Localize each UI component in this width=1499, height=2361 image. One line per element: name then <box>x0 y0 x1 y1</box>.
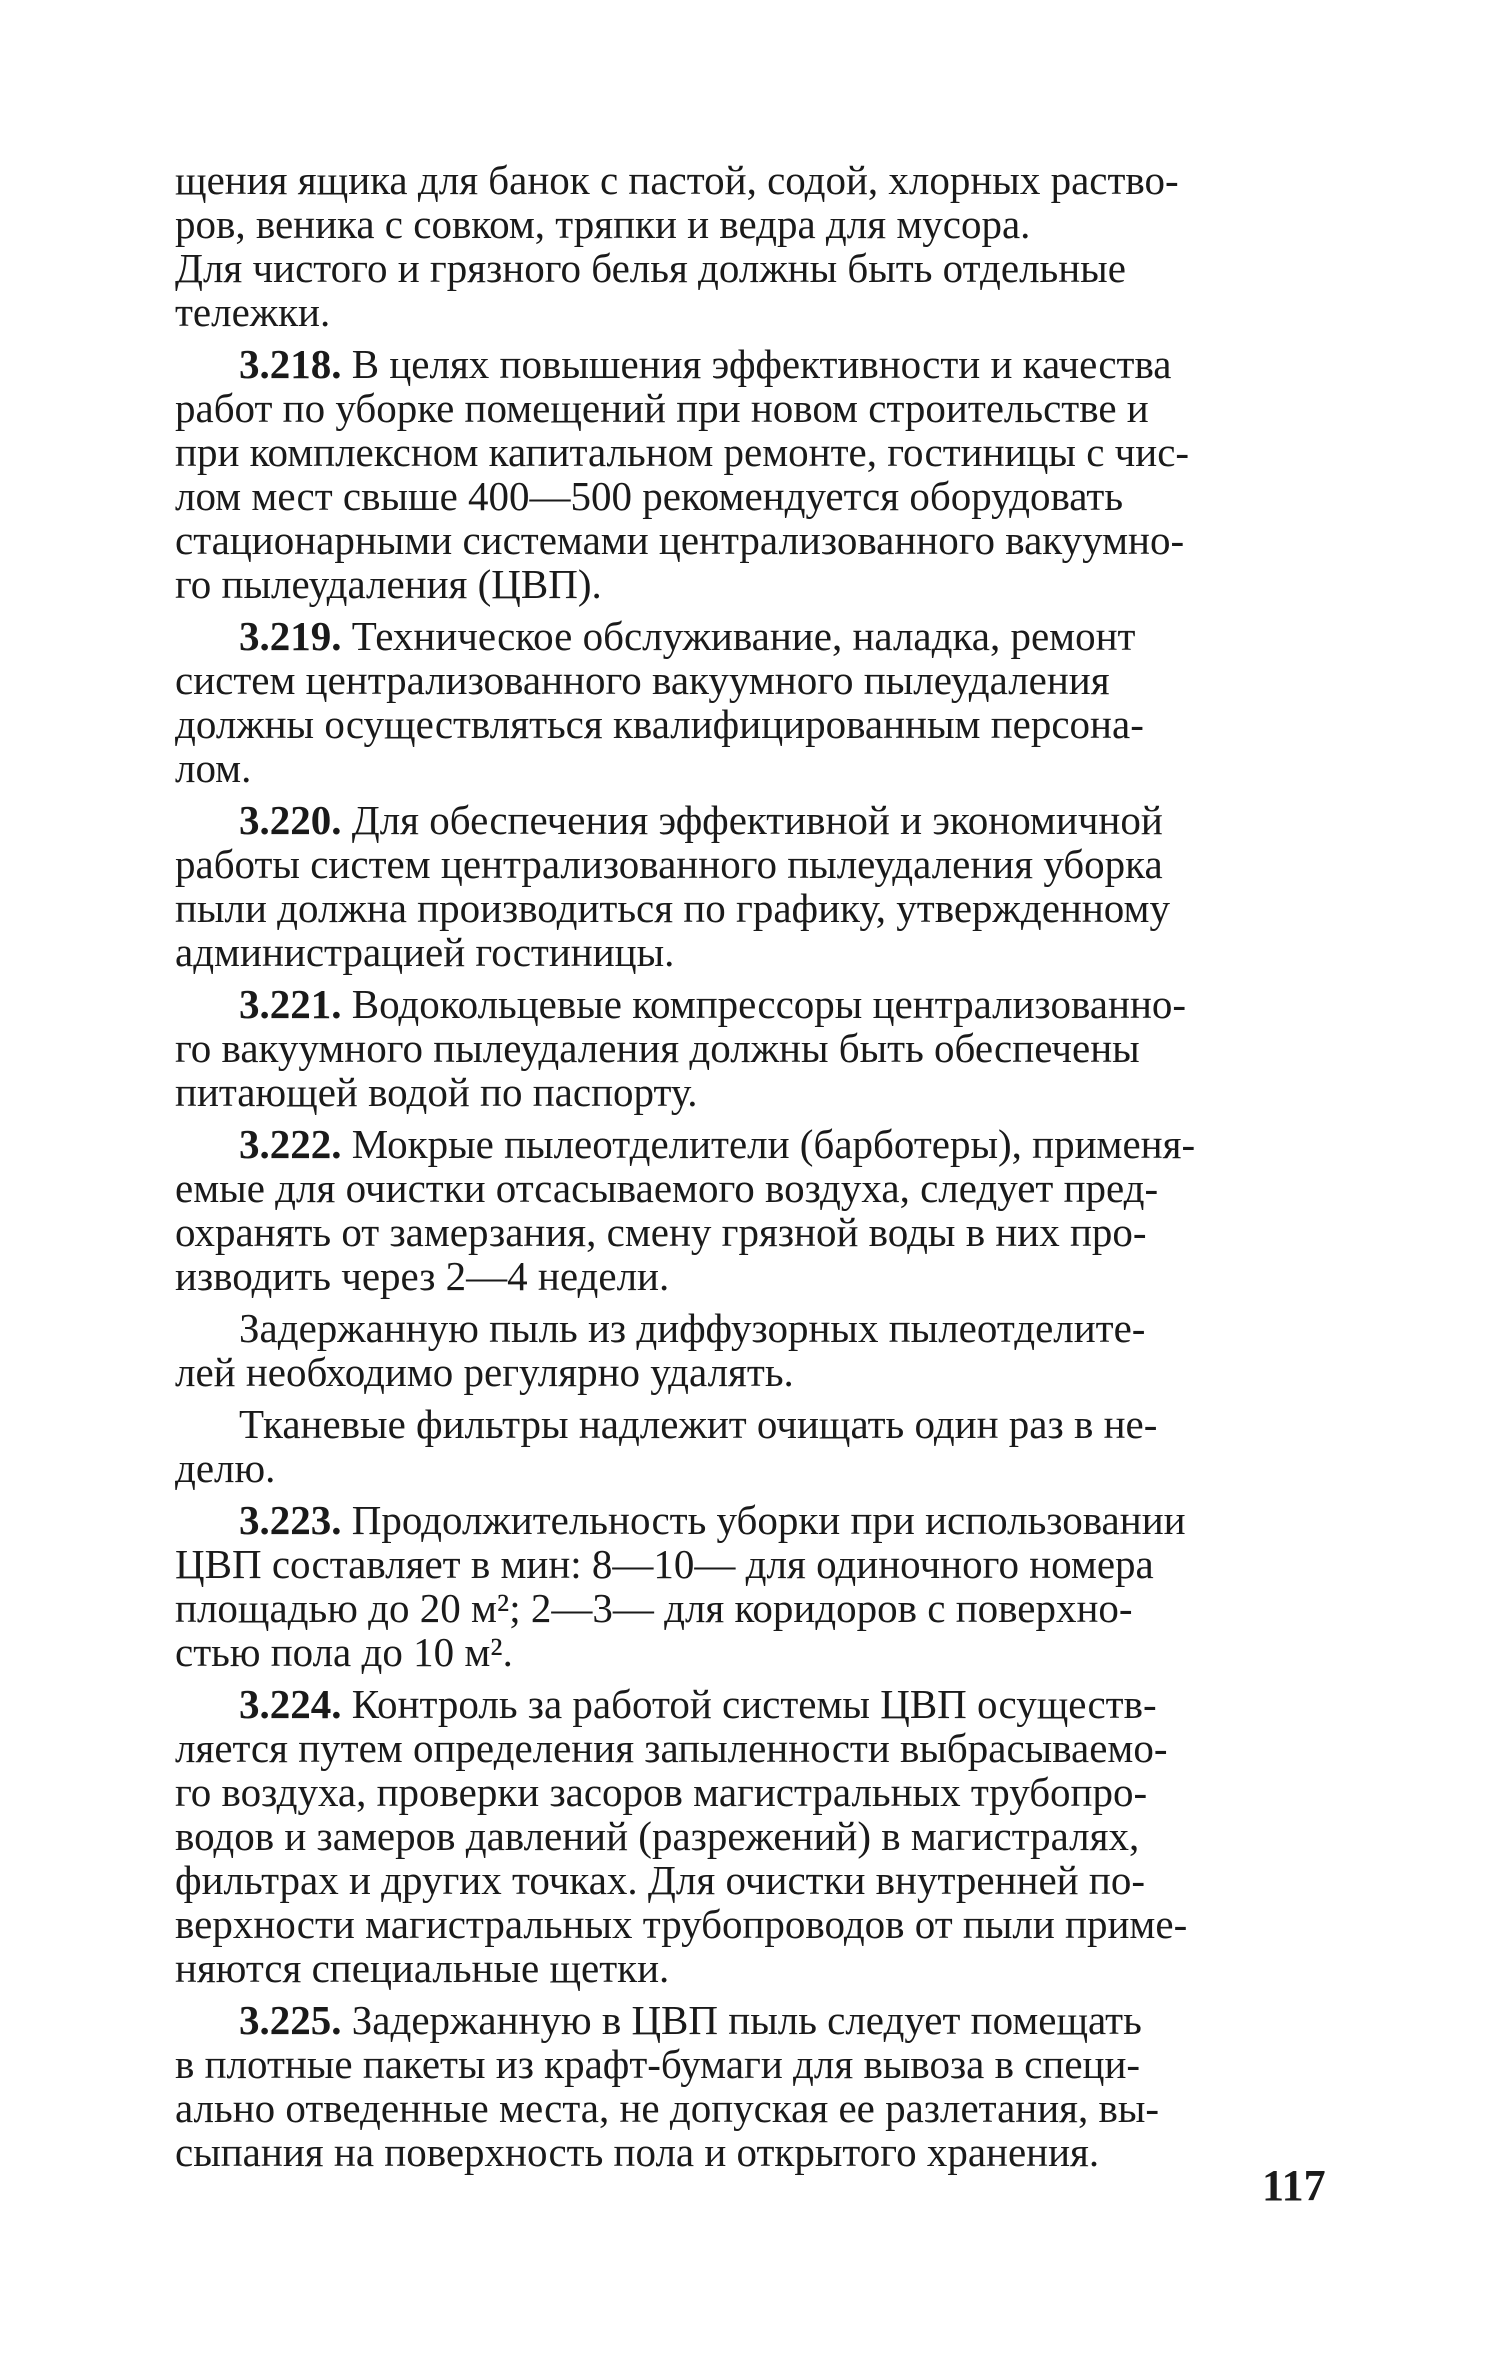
fabric-filters-paragraph <box>175 1402 1335 1490</box>
section-3-224 <box>175 1682 1335 1990</box>
section-number: 3.221. <box>239 981 342 1027</box>
section-3-219 <box>175 614 1335 790</box>
section-text: В целях повышения эффективности и качества работ по уборке помещений при новом строительстве и при комплексном капитальном ремонте, гостиницы с чис- лом мест свыше 400—500 рекомендуется оборудовать стационарными системами централизованного вакуумно- го пылеудаления (ЦВП). <box>175 341 1190 607</box>
section-3-221 <box>175 982 1335 1114</box>
section-number: 3.218. <box>239 341 342 387</box>
section-3-223 <box>175 1498 1335 1674</box>
paragraph-text: Тканевые фильтры надлежит очищать один раз в не- делю. <box>175 1401 1158 1491</box>
section-text: Контроль за работой системы ЦВП осуществ- ляется путем определения запыленности выбрасываемо- го воздуха, проверки засоров магистральных трубопро- водов и замеров давлений (разрежений) в магистралях, фильтрах и других точках. Для очистки внутренней по- верхности магистральных трубопроводов от пыли приме- няются специальные щетки. <box>175 1681 1188 1991</box>
section-number: 3.225. <box>239 1997 342 2043</box>
section-number: 3.219. <box>239 613 342 659</box>
section-3-220 <box>175 798 1335 974</box>
page-number: 117 <box>1262 2161 1326 2210</box>
continuation-paragraph: щения ящика для банок с пастой, содой, хлорных раство- ров, веника с совком, тряпки и ведра для мусора. Для чистого и грязного белья должны быть отдельные тележки. <box>175 157 1179 335</box>
section-number: 3.222. <box>239 1121 342 1167</box>
section-number: 3.223. <box>239 1497 342 1543</box>
section-3-225 <box>175 1998 1335 2174</box>
section-number: 3.220. <box>239 797 342 843</box>
section-text: Для обеспечения эффективной и экономичной работы систем централизованного пылеудаления уборка пыли должна производиться по графику, утвержденному администрацией гостиницы. <box>175 797 1170 975</box>
section-text: Техническое обслуживание, наладка, ремонт систем централизованного вакуумного пылеудаления должны осуществляться квалифицированным персона- лом. <box>175 613 1144 791</box>
section-3-222 <box>175 1122 1335 1298</box>
section-text: Задержанную в ЦВП пыль следует помещать в плотные пакеты из крафт-бумаги для вывоза в специ- ально отведенные места, не допуская ее разлетания, вы- сыпания на поверхность пола и открытого хранения. <box>175 1997 1160 2175</box>
section-text: Мокрые пылеотделители (барботеры), применя- емые для очистки отсасываемого воздуха, следует пред- охранять от замерзания, смену грязной воды в них про- изводить через 2—4 недели. <box>175 1121 1196 1299</box>
section-number: 3.224. <box>239 1681 342 1727</box>
section-text: Продолжительность уборки при использовании ЦВП составляет в мин: 8—10— для одиночного номера площадью до 20 м²; 2—3— для коридоров с поверхно- стью пола до 10 м². <box>175 1497 1186 1675</box>
dust-removal-paragraph <box>175 1306 1335 1394</box>
document-page <box>175 158 1335 2182</box>
paragraph-text: Задержанную пыль из диффузорных пылеотделите- лей необходимо регулярно удалять. <box>175 1305 1146 1395</box>
section-text: Водокольцевые компрессоры централизованно- го вакуумного пылеудаления должны быть обеспечены питающей водой по паспорту. <box>175 981 1187 1115</box>
section-3-218 <box>175 342 1335 606</box>
